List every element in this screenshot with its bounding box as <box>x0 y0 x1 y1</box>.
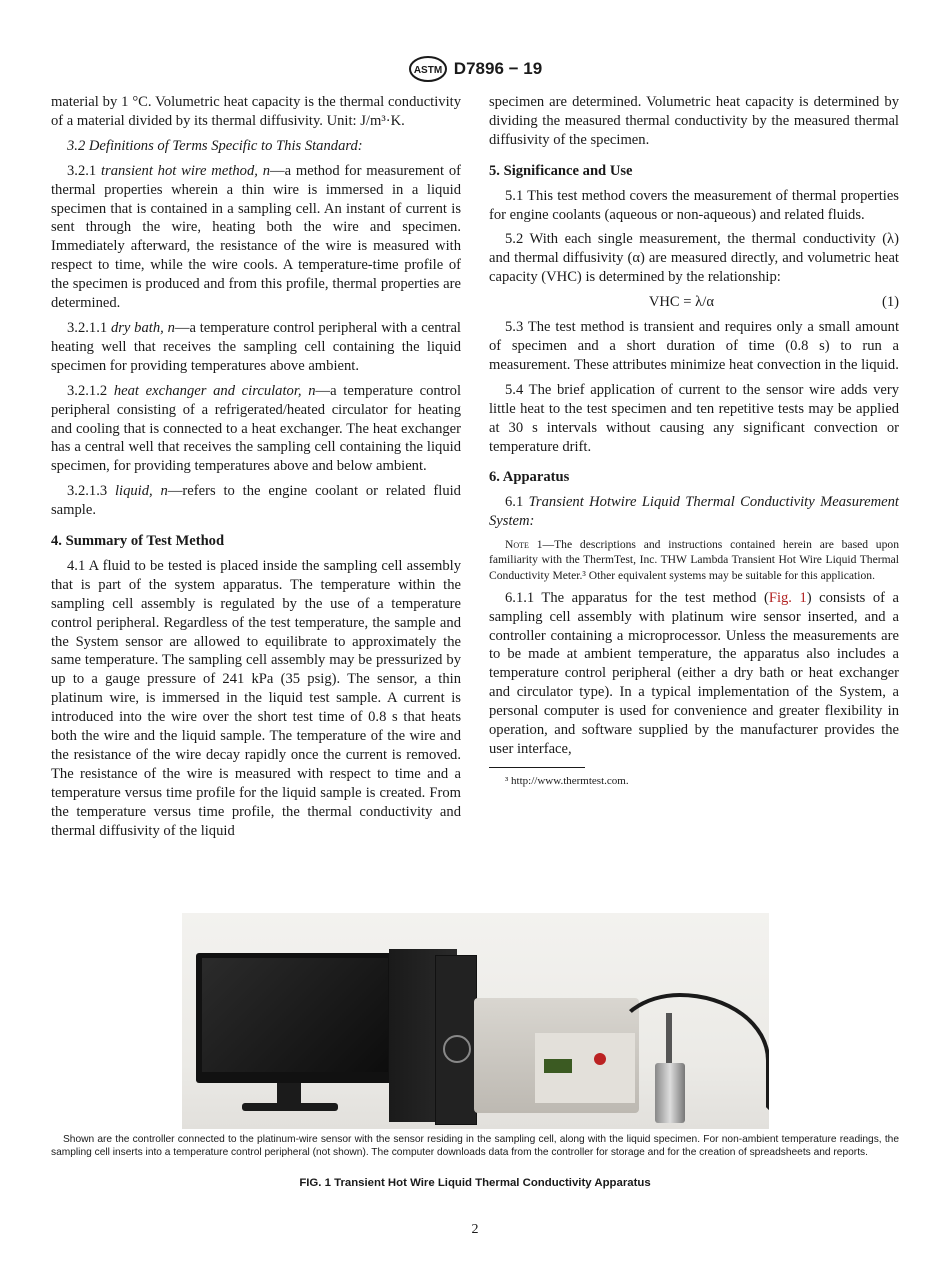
figure-title: FIG. 1 Transient Hot Wire Liquid Thermal Conductivity Apparatus <box>299 1177 651 1189</box>
paragraph-continued: specimen are determined. Volumetric heat capacity is determined by dividing the measured thermal conductivity by the measured thermal diffusivity of the specimen. <box>489 94 899 148</box>
section-4-heading: 4. Summary of Test Method <box>51 533 225 550</box>
computer-emblem <box>443 1035 471 1063</box>
paragraph-continued: material by 1 °C. Volumetric heat capacity is the thermal conductivity of a material divided by its thermal diffusivity. Unit: J/m³·K. <box>51 94 461 129</box>
section-3-2-1-1: 3.2.1.1 dry bath, n—a temperature control peripheral with a central heating well that receives the sampling cell containing the liquid specimen for providing temperatures above ambient. <box>51 319 461 374</box>
controller-button <box>594 1053 606 1065</box>
astm-logo <box>408 56 448 82</box>
document-designation: D7896 − 19 <box>453 59 543 78</box>
logo-text: ASTM <box>413 65 442 76</box>
footnote-rule <box>489 767 585 768</box>
equation-number: (1) <box>881 294 899 311</box>
section-5-3: 5.3 The test method is transient and requires only a small amount of specimen and a short duration of time (0.8 s) to run a measurement. These attributes minimize heat convection in the liquid. <box>489 319 899 373</box>
equation-1 <box>489 293 899 312</box>
page-number: 2 <box>471 1222 479 1237</box>
section-6-1: 6.1 Transient Hotwire Liquid Thermal Conductivity Measurement System: <box>489 494 899 530</box>
monitor-base <box>242 1103 338 1111</box>
figure-1-photo <box>182 913 769 1129</box>
section-5-1: 5.1 This test method covers the measurement of thermal properties for engine coolants (aqueous or non-aqueous) and related fluids. <box>489 187 899 223</box>
section-5-4: 5.4 The brief application of current to the sensor wire adds very little heat to the test specimen and ten repetitive tests may be applied at 30 s intervals without causing any significant convection or temperature drift. <box>489 381 899 455</box>
section-6-heading: 6. Apparatus <box>489 469 570 486</box>
left-column <box>51 93 461 847</box>
equation-expression: VHC = λ/α <box>648 294 714 311</box>
section-3-2-1-2: 3.2.1.2 heat exchanger and circulator, n—a temperature control peripheral consisting of a refrigerated/heated circulator for heating and cooling that is connected to a heat exchanger. The heat exchanger has a central well that receives the sampling cell containing the liquid specimen, for providing temperatures above and below ambient. <box>51 382 461 475</box>
controller-display <box>544 1059 572 1073</box>
figure-caption: Shown are the controller connected to the platinum-wire sensor with the sensor residing in the sampling cell, along with the liquid specimen. For non-ambient temperature readings, the sampling cell inserts into a temperature control peripheral (not shown). The computer downloads data from the controller for storage and for the creation of spreadsheets and reports. <box>51 1134 899 1159</box>
section-3-2-1-3: 3.2.1.3 liquid, n—refers to the engine coolant or related fluid sample. <box>51 483 461 519</box>
right-column <box>489 93 899 788</box>
monitor-illustration <box>196 953 394 1083</box>
monitor-stand <box>277 1083 301 1105</box>
note-1: Note 1—The descriptions and instructions contained herein are based upon familiarity with the ThermTest, Inc. THW Lambda Transient Hot Wire Liquid Thermal Conductivity Meter.³ Other equivalent systems may be suitable for this application. <box>489 538 899 582</box>
section-5-heading: 5. Significance and Use <box>489 162 633 179</box>
section-4-1: 4.1 A fluid to be tested is placed inside the sampling cell assembly that is part of the system apparatus. The temperature within the sampling cell assembly is regulated by the use of a temperature control peripheral. Regardless of the test temperature, the sample and the System sensor are allowed to equilibrate to approximately the same temperature. The sampling cell assembly may be pressurized by up to a gauge pressure of 241 kPa (35 psig). The sensor, a thin platinum wire, is immersed in the liquid test sample. A current is introduced into the wire over the short test time of 0.8 s that heats both the wire and the liquid sample. The temperature of the wire and the resistance of the wire decay rapidly once the current is removed. The resistance of the wire is measured with respect to time and a temperature versus time profile for the liquid sample is created. From the temperature versus time profile, the thermal conductivity and thermal diffusivity of the liquid <box>51 557 461 839</box>
figure-1-link[interactable]: Fig. 1 <box>768 589 807 606</box>
sensor-probe <box>666 1013 672 1067</box>
section-3-2-1: 3.2.1 transient hot wire method, n—a method for measurement of thermal properties wherein a thin wire is immersed in a liquid specimen that is contained in a sampling cell. An instant of current is sent through the wire, heating both the wire and specimen. Immediately afterward, the resistance of the wire is measured with respect to time, while the wire cools. A temperature-time profile of the specimen is produced and from this profile, thermal properties are determined. <box>51 162 461 312</box>
page-header <box>0 56 950 82</box>
footnote-3: ³ http://www.thermtest.com. <box>505 774 629 787</box>
sampling-cell <box>655 1063 685 1123</box>
section-3-2: 3.2 Definitions of Terms Specific to This Standard: <box>67 137 363 154</box>
sensor-cable <box>612 993 769 1111</box>
section-6-1-1: 6.1.1 The apparatus for the test method (Fig. 1) consists of a sampling cell assembly with platinum wire sensor inserted, and a controller containing a microprocessor. Unless the measurements are to be made at ambient temperature, the apparatus also includes a temperature control peripheral (either a dry bath or heat exchanger and circulator type). In a typical implementation of the System, a personal computer is used for convenience and greater flexibility in operation, and software supplied by the manufacturer provides the user interface, <box>489 589 899 757</box>
section-5-2: 5.2 With each single measurement, the thermal conductivity (λ) and thermal diffusivity (α) are measured directly, and volumetric heat capacity (VHC) is determined by the relationship: <box>489 231 899 286</box>
